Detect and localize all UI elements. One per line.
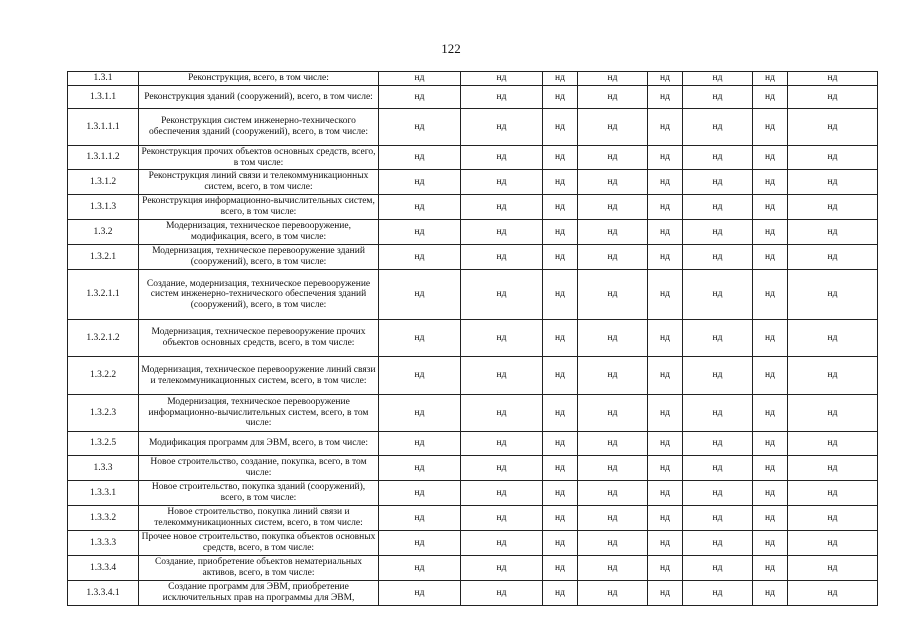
value-cell: нд bbox=[788, 86, 878, 109]
row-code: 1.3.1.2 bbox=[68, 170, 139, 195]
row-name: Новое строительство, покупка линий связи и телекоммуникационных систем, всего, в том числе: bbox=[139, 506, 379, 531]
value-cell: нд bbox=[753, 357, 788, 395]
value-cell: нд bbox=[543, 432, 578, 456]
value-cell: нд bbox=[753, 170, 788, 195]
row-code: 1.3.1.3 bbox=[68, 195, 139, 220]
value-cell: нд bbox=[461, 432, 543, 456]
value-cell: нд bbox=[788, 531, 878, 556]
value-cell: нд bbox=[578, 109, 648, 146]
row-code: 1.3.3.4.1 bbox=[68, 581, 139, 606]
value-cell: нд bbox=[543, 270, 578, 320]
value-cell: нд bbox=[788, 506, 878, 531]
value-cell: нд bbox=[379, 86, 461, 109]
table-row bbox=[68, 395, 878, 432]
value-cell: нд bbox=[543, 357, 578, 395]
table-row bbox=[68, 357, 878, 395]
row-name: Реконструкция информационно-вычислительных систем, всего, в том числе: bbox=[139, 195, 379, 220]
value-cell: нд bbox=[543, 146, 578, 170]
value-cell: нд bbox=[788, 556, 878, 581]
value-cell: нд bbox=[683, 395, 753, 432]
value-cell: нд bbox=[461, 146, 543, 170]
value-cell: нд bbox=[379, 170, 461, 195]
value-cell: нд bbox=[543, 195, 578, 220]
value-cell: нд bbox=[543, 86, 578, 109]
value-cell: нд bbox=[379, 481, 461, 506]
value-cell: нд bbox=[379, 146, 461, 170]
value-cell: нд bbox=[683, 357, 753, 395]
value-cell: нд bbox=[578, 581, 648, 606]
row-code: 1.3.2.3 bbox=[68, 395, 139, 432]
row-code: 1.3.2.5 bbox=[68, 432, 139, 456]
row-code: 1.3.3.4 bbox=[68, 556, 139, 581]
value-cell: нд bbox=[543, 245, 578, 270]
row-name: Новое строительство, создание, покупка, всего, в том числе: bbox=[139, 456, 379, 481]
value-cell: нд bbox=[788, 581, 878, 606]
value-cell: нд bbox=[683, 320, 753, 357]
value-cell: нд bbox=[379, 506, 461, 531]
row-name: Модернизация, техническое перевооружение зданий (сооружений), всего, в том числе: bbox=[139, 245, 379, 270]
value-cell: нд bbox=[578, 531, 648, 556]
value-cell: нд bbox=[788, 481, 878, 506]
value-cell: нд bbox=[648, 170, 683, 195]
investment-table bbox=[67, 71, 878, 606]
value-cell: нд bbox=[683, 531, 753, 556]
value-cell: нд bbox=[788, 170, 878, 195]
value-cell: нд bbox=[578, 357, 648, 395]
value-cell: нд bbox=[788, 432, 878, 456]
value-cell: нд bbox=[461, 72, 543, 86]
value-cell: нд bbox=[683, 72, 753, 86]
value-cell: нд bbox=[683, 506, 753, 531]
row-name: Реконструкция, всего, в том числе: bbox=[139, 72, 379, 86]
value-cell: нд bbox=[683, 270, 753, 320]
value-cell: нд bbox=[683, 245, 753, 270]
value-cell: нд bbox=[788, 146, 878, 170]
value-cell: нд bbox=[753, 581, 788, 606]
row-code: 1.3.1 bbox=[68, 72, 139, 86]
page-number: 122 bbox=[441, 41, 461, 56]
table-row bbox=[68, 72, 878, 86]
table-row bbox=[68, 220, 878, 245]
value-cell: нд bbox=[753, 320, 788, 357]
value-cell: нд bbox=[379, 195, 461, 220]
value-cell: нд bbox=[753, 432, 788, 456]
value-cell: нд bbox=[379, 395, 461, 432]
value-cell: нд bbox=[379, 109, 461, 146]
row-name: Реконструкция зданий (сооружений), всего, в том числе: bbox=[139, 86, 379, 109]
value-cell: нд bbox=[648, 581, 683, 606]
row-name: Модификация программ для ЭВМ, всего, в том числе: bbox=[139, 432, 379, 456]
value-cell: нд bbox=[578, 195, 648, 220]
table-row bbox=[68, 531, 878, 556]
row-name: Модернизация, техническое перевооружение информационно-вычислительных систем, всего, в том числе: bbox=[139, 395, 379, 432]
table-row bbox=[68, 146, 878, 170]
value-cell: нд bbox=[753, 195, 788, 220]
row-code: 1.3.2 bbox=[68, 220, 139, 245]
value-cell: нд bbox=[683, 432, 753, 456]
table-row bbox=[68, 556, 878, 581]
value-cell: нд bbox=[648, 195, 683, 220]
value-cell: нд bbox=[578, 245, 648, 270]
value-cell: нд bbox=[753, 86, 788, 109]
row-code: 1.3.1.1.2 bbox=[68, 146, 139, 170]
value-cell: нд bbox=[543, 220, 578, 245]
value-cell: нд bbox=[648, 86, 683, 109]
value-cell: нд bbox=[578, 432, 648, 456]
value-cell: нд bbox=[648, 270, 683, 320]
value-cell: нд bbox=[461, 86, 543, 109]
value-cell: нд bbox=[648, 109, 683, 146]
value-cell: нд bbox=[648, 556, 683, 581]
value-cell: нд bbox=[379, 320, 461, 357]
row-code: 1.3.3.1 bbox=[68, 481, 139, 506]
value-cell: нд bbox=[753, 270, 788, 320]
value-cell: нд bbox=[788, 220, 878, 245]
value-cell: нд bbox=[788, 357, 878, 395]
value-cell: нд bbox=[543, 556, 578, 581]
value-cell: нд bbox=[578, 506, 648, 531]
value-cell: нд bbox=[648, 506, 683, 531]
value-cell: нд bbox=[461, 245, 543, 270]
value-cell: нд bbox=[753, 146, 788, 170]
value-cell: нд bbox=[753, 395, 788, 432]
value-cell: нд bbox=[578, 270, 648, 320]
table-row bbox=[68, 170, 878, 195]
table-row bbox=[68, 481, 878, 506]
value-cell: нд bbox=[578, 456, 648, 481]
value-cell: нд bbox=[379, 245, 461, 270]
value-cell: нд bbox=[683, 581, 753, 606]
table-row bbox=[68, 195, 878, 220]
value-cell: нд bbox=[683, 220, 753, 245]
row-code: 1.3.2.1.1 bbox=[68, 270, 139, 320]
value-cell: нд bbox=[788, 270, 878, 320]
table-row bbox=[68, 456, 878, 481]
value-cell: нд bbox=[379, 220, 461, 245]
value-cell: нд bbox=[543, 170, 578, 195]
value-cell: нд bbox=[683, 456, 753, 481]
value-cell: нд bbox=[648, 146, 683, 170]
table-row bbox=[68, 109, 878, 146]
value-cell: нд bbox=[683, 86, 753, 109]
value-cell: нд bbox=[543, 481, 578, 506]
value-cell: нд bbox=[683, 195, 753, 220]
row-name: Создание, модернизация, техническое перевооружение систем инженерно-технического обеспечения зданий (сооружений), всего, в том числе: bbox=[139, 270, 379, 320]
value-cell: нд bbox=[648, 72, 683, 86]
table-row bbox=[68, 432, 878, 456]
table-body bbox=[68, 72, 878, 606]
row-name: Модернизация, техническое перевооружение прочих объектов основных средств, всего, в том числе: bbox=[139, 320, 379, 357]
row-name: Модернизация, техническое перевооружение линий связи и телекоммуникационных систем, всего, в том числе: bbox=[139, 357, 379, 395]
value-cell: нд bbox=[461, 320, 543, 357]
value-cell: нд bbox=[543, 531, 578, 556]
table-row bbox=[68, 320, 878, 357]
table-row bbox=[68, 506, 878, 531]
value-cell: нд bbox=[753, 220, 788, 245]
table-row bbox=[68, 270, 878, 320]
value-cell: нд bbox=[543, 320, 578, 357]
row-code: 1.3.1.1 bbox=[68, 86, 139, 109]
value-cell: нд bbox=[379, 456, 461, 481]
value-cell: нд bbox=[461, 395, 543, 432]
value-cell: нд bbox=[648, 432, 683, 456]
table-row bbox=[68, 245, 878, 270]
value-cell: нд bbox=[461, 556, 543, 581]
value-cell: нд bbox=[461, 170, 543, 195]
value-cell: нд bbox=[461, 270, 543, 320]
value-cell: нд bbox=[753, 72, 788, 86]
value-cell: нд bbox=[753, 245, 788, 270]
value-cell: нд bbox=[648, 395, 683, 432]
value-cell: нд bbox=[753, 506, 788, 531]
value-cell: нд bbox=[648, 320, 683, 357]
value-cell: нд bbox=[788, 195, 878, 220]
row-code: 1.3.2.1.2 bbox=[68, 320, 139, 357]
value-cell: нд bbox=[578, 86, 648, 109]
value-cell: нд bbox=[683, 170, 753, 195]
row-name: Реконструкция линий связи и телекоммуникационных систем, всего, в том числе: bbox=[139, 170, 379, 195]
table-row bbox=[68, 581, 878, 606]
value-cell: нд bbox=[461, 481, 543, 506]
value-cell: нд bbox=[578, 146, 648, 170]
value-cell: нд bbox=[379, 357, 461, 395]
value-cell: нд bbox=[461, 357, 543, 395]
value-cell: нд bbox=[788, 72, 878, 86]
value-cell: нд bbox=[379, 432, 461, 456]
row-code: 1.3.2.1 bbox=[68, 245, 139, 270]
value-cell: нд bbox=[578, 170, 648, 195]
row-name: Создание программ для ЭВМ, приобретение исключительных прав на программы для ЭВМ, bbox=[139, 581, 379, 606]
value-cell: нд bbox=[578, 72, 648, 86]
value-cell: нд bbox=[683, 481, 753, 506]
row-name: Новое строительство, покупка зданий (сооружений), всего, в том числе: bbox=[139, 481, 379, 506]
value-cell: нд bbox=[578, 556, 648, 581]
value-cell: нд bbox=[648, 220, 683, 245]
row-code: 1.3.1.1.1 bbox=[68, 109, 139, 146]
value-cell: нд bbox=[543, 395, 578, 432]
value-cell: нд bbox=[648, 531, 683, 556]
row-name: Прочее новое строительство, покупка объектов основных средств, всего, в том числе: bbox=[139, 531, 379, 556]
value-cell: нд bbox=[461, 456, 543, 481]
row-name: Реконструкция систем инженерно-технического обеспечения зданий (сооружений), всего, в том числе: bbox=[139, 109, 379, 146]
value-cell: нд bbox=[543, 581, 578, 606]
table-row bbox=[68, 86, 878, 109]
value-cell: нд bbox=[461, 220, 543, 245]
value-cell: нд bbox=[788, 109, 878, 146]
value-cell: нд bbox=[648, 245, 683, 270]
value-cell: нд bbox=[578, 220, 648, 245]
value-cell: нд bbox=[461, 109, 543, 146]
row-code: 1.3.3.3 bbox=[68, 531, 139, 556]
value-cell: нд bbox=[379, 556, 461, 581]
value-cell: нд bbox=[753, 481, 788, 506]
value-cell: нд bbox=[788, 245, 878, 270]
value-cell: нд bbox=[461, 195, 543, 220]
value-cell: нд bbox=[461, 581, 543, 606]
value-cell: нд bbox=[753, 531, 788, 556]
row-code: 1.3.3 bbox=[68, 456, 139, 481]
value-cell: нд bbox=[683, 556, 753, 581]
row-code: 1.3.3.2 bbox=[68, 506, 139, 531]
value-cell: нд bbox=[788, 320, 878, 357]
value-cell: нд bbox=[683, 146, 753, 170]
value-cell: нд bbox=[683, 109, 753, 146]
value-cell: нд bbox=[461, 531, 543, 556]
row-code: 1.3.2.2 bbox=[68, 357, 139, 395]
value-cell: нд bbox=[379, 72, 461, 86]
value-cell: нд bbox=[379, 581, 461, 606]
value-cell: нд bbox=[578, 320, 648, 357]
value-cell: нд bbox=[543, 109, 578, 146]
value-cell: нд bbox=[648, 456, 683, 481]
value-cell: нд bbox=[543, 506, 578, 531]
value-cell: нд bbox=[648, 357, 683, 395]
value-cell: нд bbox=[753, 456, 788, 481]
value-cell: нд bbox=[379, 531, 461, 556]
value-cell: нд bbox=[753, 556, 788, 581]
value-cell: нд bbox=[578, 395, 648, 432]
value-cell: нд bbox=[543, 72, 578, 86]
row-name: Реконструкция прочих объектов основных средств, всего, в том числе: bbox=[139, 146, 379, 170]
row-name: Модернизация, техническое перевооружение, модификация, всего, в том числе: bbox=[139, 220, 379, 245]
value-cell: нд bbox=[788, 395, 878, 432]
value-cell: нд bbox=[788, 456, 878, 481]
value-cell: нд bbox=[578, 481, 648, 506]
value-cell: нд bbox=[543, 456, 578, 481]
value-cell: нд bbox=[753, 109, 788, 146]
row-name: Создание, приобретение объектов нематериальных активов, всего, в том числе: bbox=[139, 556, 379, 581]
value-cell: нд bbox=[648, 481, 683, 506]
value-cell: нд bbox=[461, 506, 543, 531]
value-cell: нд bbox=[379, 270, 461, 320]
